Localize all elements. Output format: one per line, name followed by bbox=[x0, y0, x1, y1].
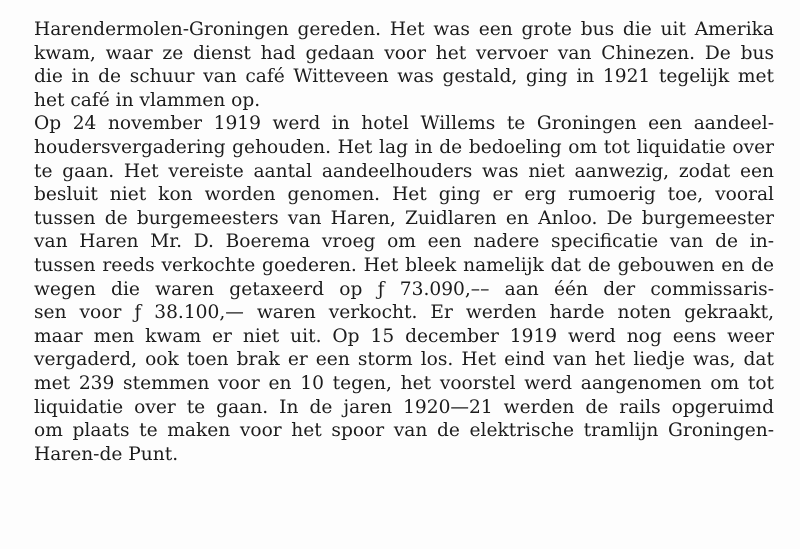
paragraph-1 bbox=[34, 18, 774, 112]
text-line: tussen reeds verkochte goederen. Het bleek namelijk dat de gebouwen en de bbox=[34, 254, 774, 276]
text-line: het café in vlammen op. bbox=[34, 89, 261, 111]
text-body bbox=[34, 18, 774, 466]
text-line: met 239 stemmen voor en 10 tegen, het voorstel werd aangenomen om tot bbox=[34, 372, 774, 394]
text-line: besluit niet kon worden genomen. Het ging er erg rumoerig toe, vooral bbox=[34, 184, 774, 206]
text-line: van Haren Mr. D. Boerema vroeg om een nadere specificatie van de in- bbox=[34, 231, 774, 253]
text-line: die in de schuur van café Witteveen was gestald, ging in 1921 tegelijk met bbox=[34, 66, 774, 88]
text-line: tussen de burgemeesters van Haren, Zuidlaren en Anloo. De burgemeester bbox=[34, 207, 774, 229]
text-line: liquidatie over te gaan. In de jaren 1920—21 werden de rails opgeruimd bbox=[34, 396, 774, 418]
text-line: Harendermolen-Groningen gereden. Het was een grote bus die uit Amerika bbox=[34, 19, 774, 40]
text-line: vergaderd, ook toen brak er een storm los. Het eind van het liedje was, dat bbox=[34, 349, 774, 371]
text-line: kwam, waar ze dienst had gedaan voor het vervoer van Chinezen. De bus bbox=[34, 42, 774, 64]
text-line: houdersvergadering gehouden. Het lag in de bedoeling om tot liquidatie over bbox=[34, 136, 774, 158]
text-line: maar men kwam er niet uit. Op 15 december 1919 werd nog eens weer bbox=[34, 325, 774, 347]
text-line: sen voor ƒ 38.100,— waren verkocht. Er werden harde noten gekraakt, bbox=[34, 302, 774, 324]
text-line: Haren-de Punt. bbox=[34, 443, 179, 465]
text-line: wegen die waren getaxeerd op ƒ 73.090,–– aan één der commissaris- bbox=[34, 278, 774, 300]
text-line: Op 24 november 1919 werd in hotel Willems te Groningen een aandeel- bbox=[34, 113, 774, 135]
text-line: om plaats te maken voor het spoor van de elektrische tramlijn Groningen- bbox=[34, 420, 774, 442]
paragraph-2 bbox=[34, 112, 774, 466]
text-line: te gaan. Het vereiste aantal aandeelhouders was niet aanwezig, zodat een bbox=[34, 160, 774, 182]
